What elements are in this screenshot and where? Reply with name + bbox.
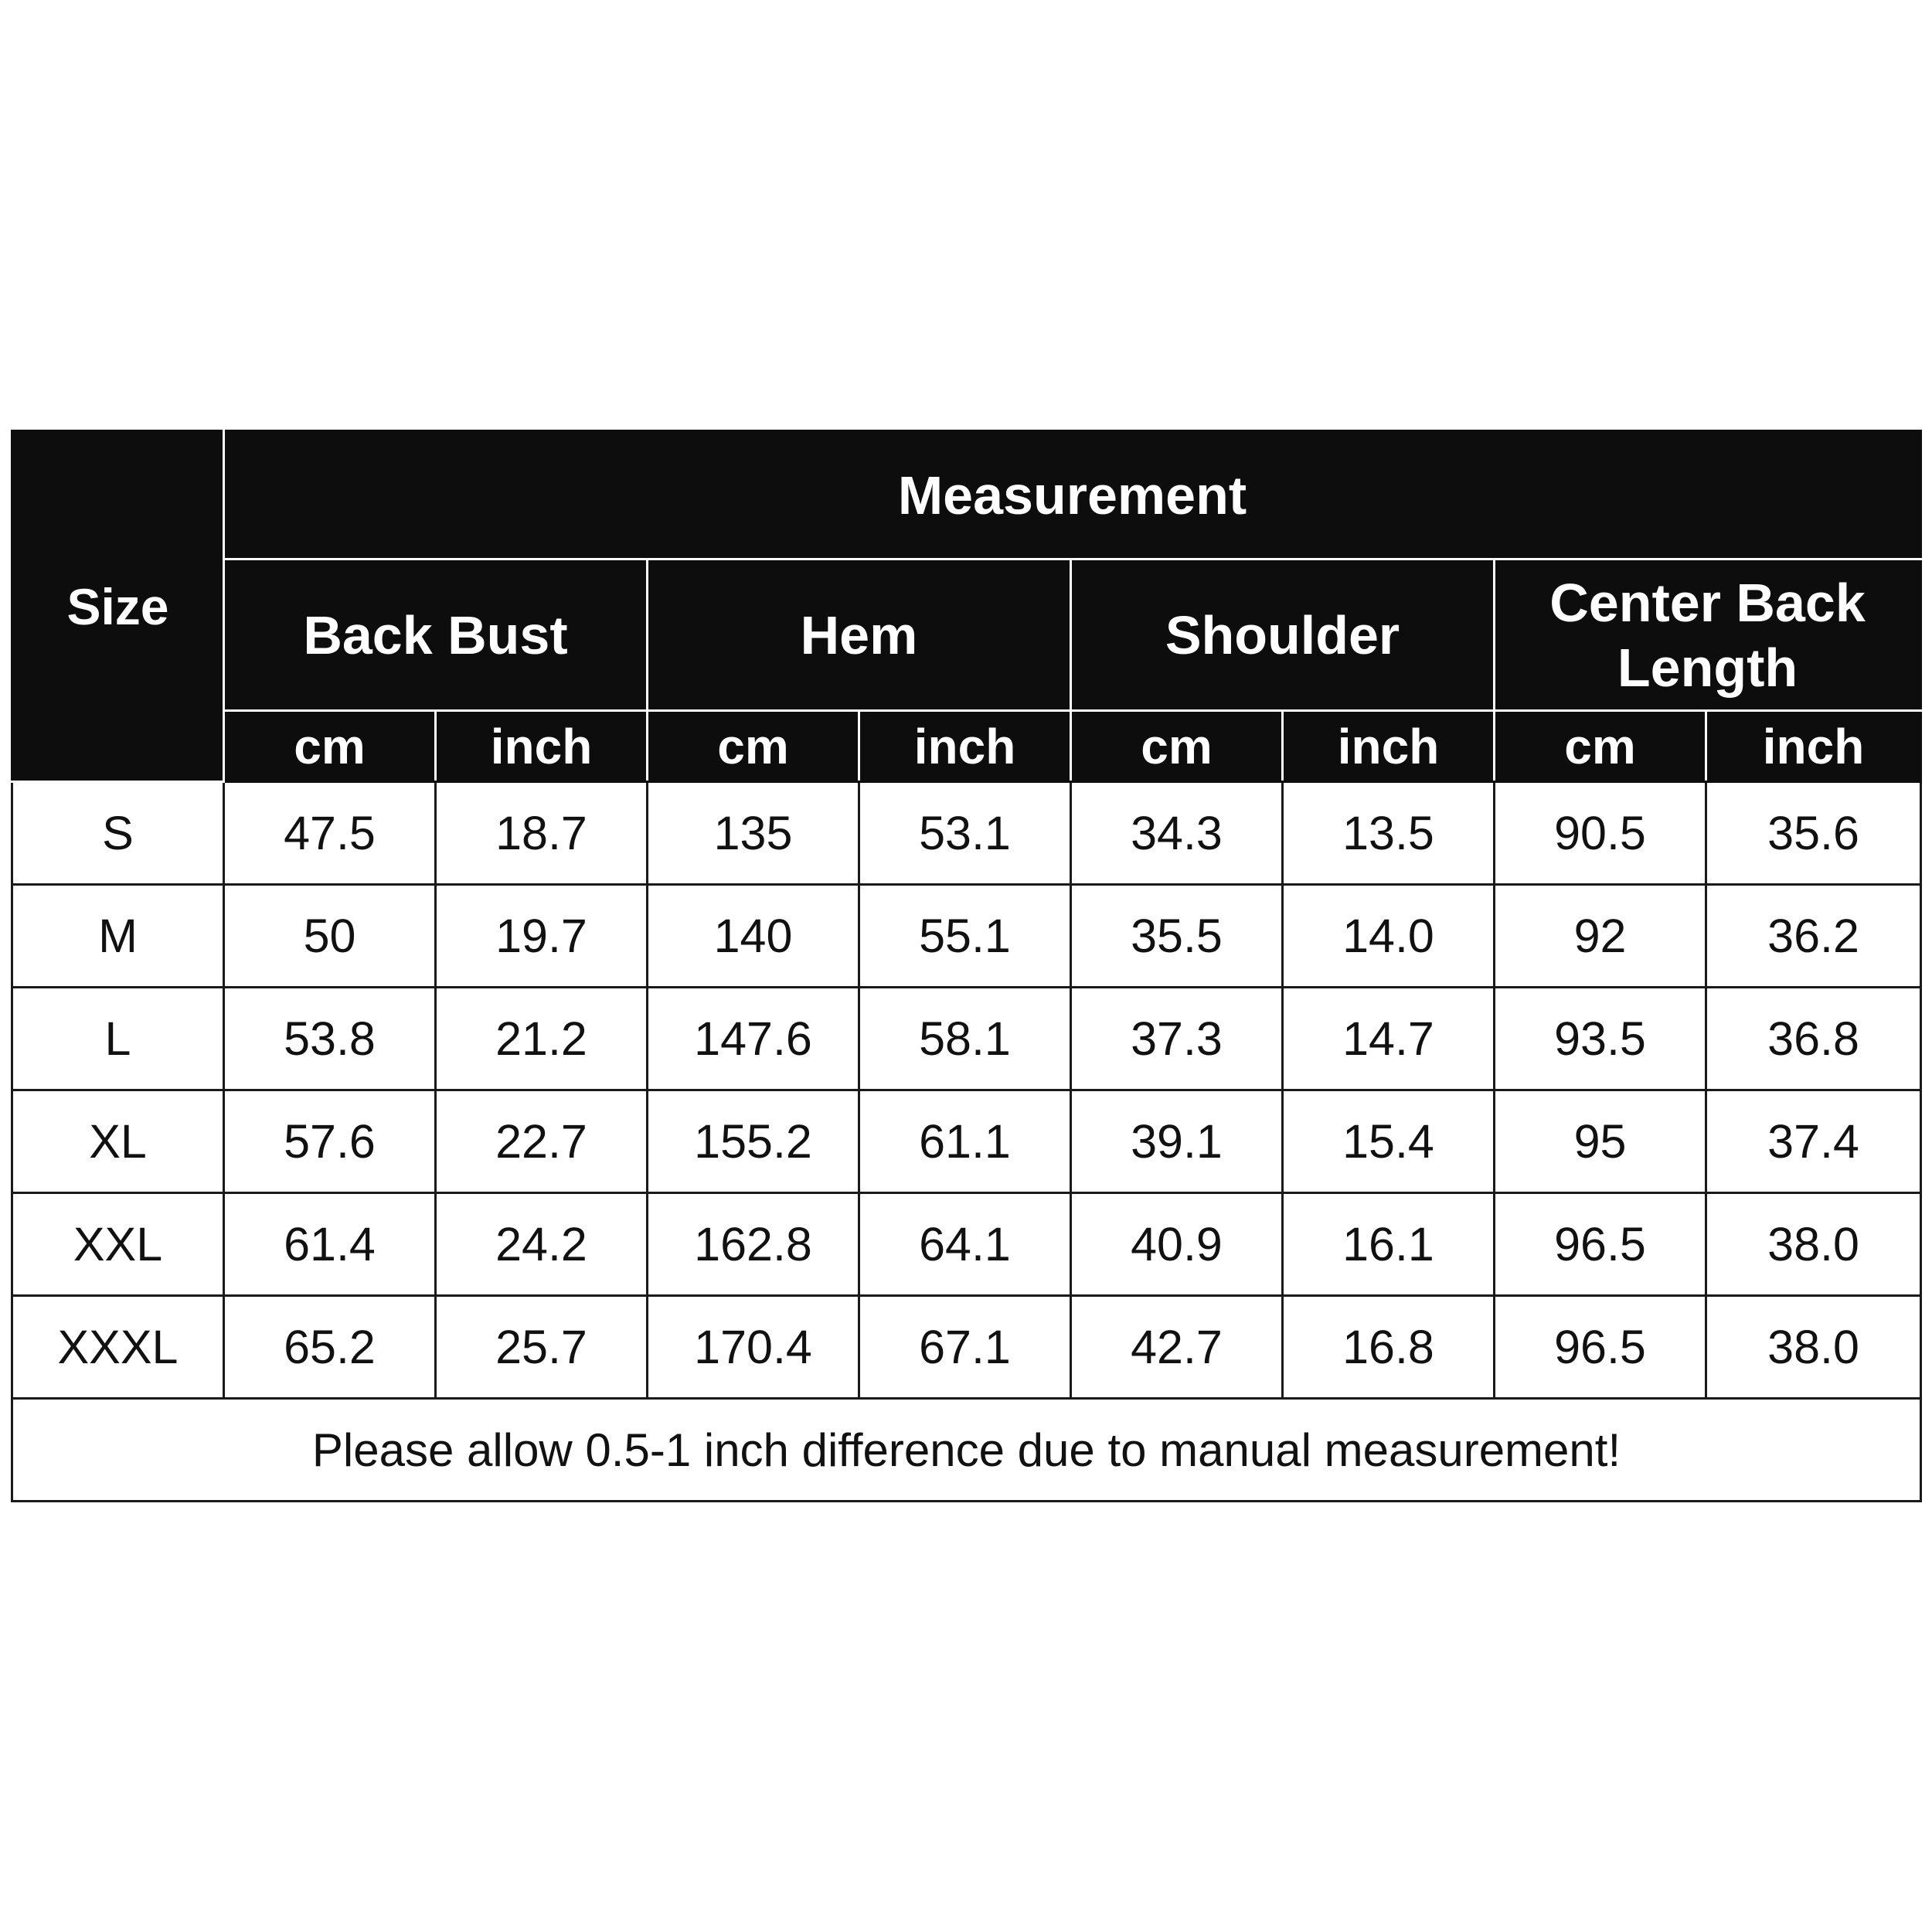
value-cell: 42.7 <box>1071 1296 1283 1399</box>
value-cell: 35.5 <box>1071 885 1283 988</box>
value-cell: 57.6 <box>224 1090 436 1193</box>
value-cell: 147.6 <box>648 988 859 1090</box>
value-cell: 21.2 <box>436 988 648 1090</box>
value-cell: 140 <box>648 885 859 988</box>
value-cell: 95 <box>1495 1090 1706 1193</box>
unit-header-cm: cm <box>1071 711 1283 782</box>
value-cell: 155.2 <box>648 1090 859 1193</box>
value-cell: 55.1 <box>859 885 1071 988</box>
value-cell: 93.5 <box>1495 988 1706 1090</box>
value-cell: 38.0 <box>1706 1296 1921 1399</box>
value-cell: 37.4 <box>1706 1090 1921 1193</box>
value-cell: 15.4 <box>1283 1090 1495 1193</box>
value-cell: 35.6 <box>1706 782 1921 885</box>
value-cell: 170.4 <box>648 1296 859 1399</box>
measurement-note: Please allow 0.5-1 inch difference due to manual measurement! <box>12 1399 1921 1502</box>
size-cell: XL <box>12 1090 224 1193</box>
group-header-back-bust: Back Bust <box>224 560 648 711</box>
size-column-header: Size <box>12 431 224 782</box>
unit-header-cm: cm <box>648 711 859 782</box>
value-cell: 40.9 <box>1071 1193 1283 1296</box>
value-cell: 162.8 <box>648 1193 859 1296</box>
value-cell: 24.2 <box>436 1193 648 1296</box>
size-cell: M <box>12 885 224 988</box>
value-cell: 36.8 <box>1706 988 1921 1090</box>
table-row <box>12 1296 1921 1399</box>
value-cell: 39.1 <box>1071 1090 1283 1193</box>
value-cell: 92 <box>1495 885 1706 988</box>
unit-header-cm: cm <box>224 711 436 782</box>
value-cell: 34.3 <box>1071 782 1283 885</box>
value-cell: 18.7 <box>436 782 648 885</box>
value-cell: 25.7 <box>436 1296 648 1399</box>
unit-header-cm: cm <box>1495 711 1706 782</box>
value-cell: 96.5 <box>1495 1193 1706 1296</box>
value-cell: 61.4 <box>224 1193 436 1296</box>
unit-header-inch: inch <box>1706 711 1921 782</box>
unit-header-inch: inch <box>436 711 648 782</box>
table-row <box>12 1193 1921 1296</box>
unit-header-inch: inch <box>859 711 1071 782</box>
value-cell: 53.1 <box>859 782 1071 885</box>
size-cell: S <box>12 782 224 885</box>
value-cell: 16.8 <box>1283 1296 1495 1399</box>
value-cell: 38.0 <box>1706 1193 1921 1296</box>
value-cell: 65.2 <box>224 1296 436 1399</box>
value-cell: 36.2 <box>1706 885 1921 988</box>
size-chart-table <box>11 430 1922 1502</box>
value-cell: 47.5 <box>224 782 436 885</box>
size-cell: XXL <box>12 1193 224 1296</box>
group-header-shoulder: Shoulder <box>1071 560 1495 711</box>
unit-header-inch: inch <box>1283 711 1495 782</box>
group-header-hem: Hem <box>648 560 1071 711</box>
size-cell: L <box>12 988 224 1090</box>
value-cell: 16.1 <box>1283 1193 1495 1296</box>
value-cell: 96.5 <box>1495 1296 1706 1399</box>
measurement-header: Measurement <box>224 431 1921 560</box>
value-cell: 135 <box>648 782 859 885</box>
value-cell: 53.8 <box>224 988 436 1090</box>
table-row <box>12 988 1921 1090</box>
value-cell: 37.3 <box>1071 988 1283 1090</box>
value-cell: 64.1 <box>859 1193 1071 1296</box>
value-cell: 22.7 <box>436 1090 648 1193</box>
table-row <box>12 1090 1921 1193</box>
value-cell: 61.1 <box>859 1090 1071 1193</box>
value-cell: 58.1 <box>859 988 1071 1090</box>
value-cell: 50 <box>224 885 436 988</box>
group-header-center-back-length: Center Back Length <box>1495 560 1921 711</box>
size-cell: XXXL <box>12 1296 224 1399</box>
value-cell: 67.1 <box>859 1296 1071 1399</box>
value-cell: 19.7 <box>436 885 648 988</box>
value-cell: 14.7 <box>1283 988 1495 1090</box>
table-row <box>12 885 1921 988</box>
table-row <box>12 782 1921 885</box>
value-cell: 90.5 <box>1495 782 1706 885</box>
value-cell: 14.0 <box>1283 885 1495 988</box>
value-cell: 13.5 <box>1283 782 1495 885</box>
